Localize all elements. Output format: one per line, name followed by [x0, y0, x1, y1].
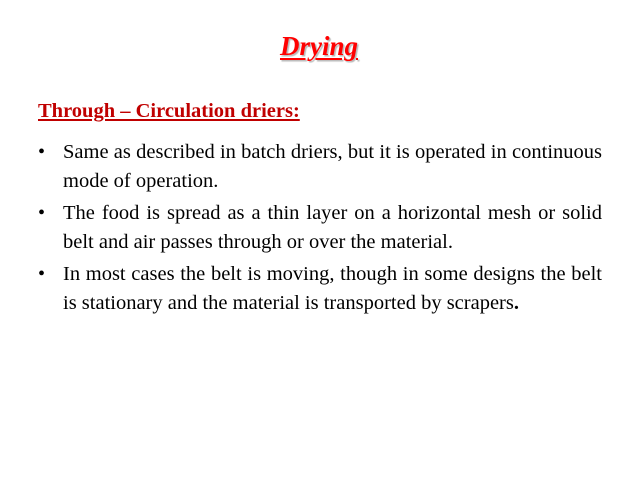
- final-period: .: [513, 292, 519, 314]
- slide-title: Drying: [279, 31, 358, 61]
- bullet-item: [38, 199, 602, 257]
- bullet-item: [38, 138, 602, 196]
- section-subheading: Through – Circulation driers:: [38, 100, 300, 122]
- bullet-text: Same as described in batch driers, but it is operated in continuous mode of operation.: [63, 141, 602, 192]
- bullet-item: [38, 260, 602, 318]
- bullet-list: [38, 138, 602, 321]
- bullet-icon: •: [38, 141, 46, 163]
- bullet-text: In most cases the belt is moving, though in some designs the belt is stationary and the material is transported by scrapers: [63, 263, 602, 314]
- bullet-icon: •: [38, 263, 46, 285]
- bullet-icon: •: [38, 202, 46, 224]
- bullet-text: The food is spread as a thin layer on a horizontal mesh or solid belt and air passes through or over the material.: [63, 202, 602, 253]
